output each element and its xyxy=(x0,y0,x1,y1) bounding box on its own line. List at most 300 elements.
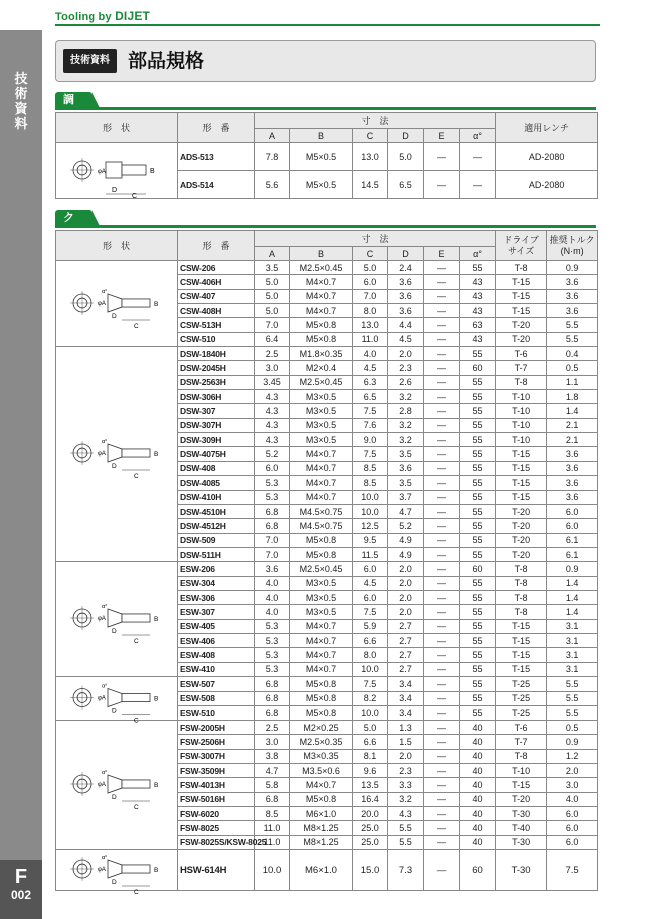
table-cell: 1.4 xyxy=(547,590,598,604)
table-cell: — xyxy=(424,347,460,361)
table-cell: 60 xyxy=(460,361,496,375)
table-cell: M3×0.35 xyxy=(290,749,353,763)
table-cell: M8×1.25 xyxy=(290,821,353,835)
table-cell: 7.5 xyxy=(353,676,388,691)
model-cell: CSW-513H xyxy=(178,318,255,332)
model-cell: FSW-2005H xyxy=(178,721,255,735)
svg-text:α°: α° xyxy=(101,770,107,777)
screw-diagram xyxy=(58,144,176,200)
table-cell: M4×0.7 xyxy=(290,778,353,792)
table-cell: — xyxy=(424,676,460,691)
table-cell: 5.0 xyxy=(353,261,388,275)
table-cell: 0.9 xyxy=(547,735,598,749)
table-cell: 55 xyxy=(460,576,496,590)
table-cell: T-10 xyxy=(496,390,547,404)
top-rule xyxy=(55,24,600,26)
table-cell: 6.0 xyxy=(547,821,598,835)
table-cell: 5.5 xyxy=(388,821,424,835)
svg-text:φA: φA xyxy=(97,695,106,702)
table-cell: T-8 xyxy=(496,749,547,763)
table-cell: 13.0 xyxy=(353,143,388,171)
table-cell: 6.0 xyxy=(353,590,388,604)
svg-text:α°: α° xyxy=(101,439,107,446)
svg-text:α°: α° xyxy=(101,855,107,862)
table-cell: 2.0 xyxy=(388,576,424,590)
section-letter: F xyxy=(14,866,28,888)
table-cell: 6.8 xyxy=(255,691,290,706)
table-cell: 5.3 xyxy=(255,633,290,647)
table-cell: T-7 xyxy=(496,361,547,375)
table-cell: 0.9 xyxy=(547,562,598,576)
table-cell: T-30 xyxy=(496,850,547,891)
table-cell: 6.8 xyxy=(255,792,290,806)
table-cell: M5×0.5 xyxy=(290,171,353,199)
table-cell: M4×0.7 xyxy=(290,476,353,490)
table-cell: T-25 xyxy=(496,706,547,721)
model-cell: DSW-509 xyxy=(178,533,255,547)
svg-text:D: D xyxy=(111,312,117,320)
table-cell: 3.1 xyxy=(547,662,598,676)
table-cell: M5×0.8 xyxy=(290,676,353,691)
table-cell: 2.5 xyxy=(255,721,290,735)
section-title: ク xyxy=(55,210,92,226)
table-cell: 4.9 xyxy=(388,533,424,547)
table-cell: 5.3 xyxy=(255,619,290,633)
model-cell: DSW-4510H xyxy=(178,504,255,518)
table-cell: 4.3 xyxy=(255,418,290,432)
table-cell: 8.0 xyxy=(353,304,388,318)
table-row xyxy=(56,347,598,361)
table-cell: 2.0 xyxy=(388,562,424,576)
table-cell: 55 xyxy=(460,605,496,619)
table-cell: 2.6 xyxy=(388,375,424,389)
table-cell: T-15 xyxy=(496,633,547,647)
table-cell: 40 xyxy=(460,792,496,806)
table-cell: 6.0 xyxy=(547,519,598,533)
model-cell: FSW-8025S/KSW-8025 xyxy=(178,835,255,849)
table-cell: 3.6 xyxy=(255,562,290,576)
table-cell: 5.9 xyxy=(353,619,388,633)
table-cell: M4×0.7 xyxy=(290,633,353,647)
col-dim-3: D xyxy=(388,129,424,143)
table-cell: 3.1 xyxy=(547,633,598,647)
table-cell: 7.0 xyxy=(255,547,290,561)
table-cell: 6.5 xyxy=(388,171,424,199)
table-cell: 2.0 xyxy=(388,590,424,604)
table-cell: 40 xyxy=(460,778,496,792)
table-cell: M3×0.5 xyxy=(290,576,353,590)
table-cell: 6.3 xyxy=(353,375,388,389)
table-cell: 8.0 xyxy=(353,648,388,662)
table-cell: — xyxy=(424,835,460,849)
table-cell: — xyxy=(424,332,460,346)
table-cell: 9.0 xyxy=(353,433,388,447)
table-cell: M3.5×0.6 xyxy=(290,764,353,778)
col-dim-2: C xyxy=(353,247,388,261)
table-cell: — xyxy=(424,318,460,332)
svg-text:φA: φA xyxy=(97,782,106,789)
table-cell: 10.0 xyxy=(353,662,388,676)
model-cell: FSW-4013H xyxy=(178,778,255,792)
table-cell: — xyxy=(424,171,460,199)
table-cell: 6.0 xyxy=(547,835,598,849)
table-cell: M4.5×0.75 xyxy=(290,504,353,518)
table-cell: 5.0 xyxy=(255,289,290,303)
table-cell: — xyxy=(424,361,460,375)
shape-diagram-cell xyxy=(56,562,178,677)
model-cell: CSW-510 xyxy=(178,332,255,346)
table-cell: 4.9 xyxy=(388,547,424,561)
wrench-cell: AD-2080 xyxy=(496,143,598,171)
table-cell: T-15 xyxy=(496,476,547,490)
shape-diagram-cell xyxy=(56,676,178,725)
table-cell: M5×0.8 xyxy=(290,332,353,346)
table-cell: M2.5×0.45 xyxy=(290,562,353,576)
table-cell: 43 xyxy=(460,289,496,303)
table-cell: 2.7 xyxy=(388,633,424,647)
screw-diagram xyxy=(58,850,176,897)
table-cell: T-20 xyxy=(496,504,547,518)
table-cell: — xyxy=(424,533,460,547)
table-cell: 5.5 xyxy=(547,332,598,346)
table-cell: 6.0 xyxy=(353,562,388,576)
section-rule xyxy=(55,107,596,110)
table-cell: M5×0.8 xyxy=(290,318,353,332)
model-cell: FSW-6020 xyxy=(178,807,255,821)
table-cell: 3.4 xyxy=(388,676,424,691)
col-torque: 推奨トルク (N·m) xyxy=(547,231,598,261)
table-cell: 7.5 xyxy=(353,447,388,461)
table-cell: M2×0.4 xyxy=(290,361,353,375)
svg-text:φA: φA xyxy=(97,616,106,623)
table-cell: T-20 xyxy=(496,792,547,806)
table-cell: — xyxy=(424,590,460,604)
table-cell: 4.3 xyxy=(388,807,424,821)
table-cell: 20.0 xyxy=(353,807,388,821)
svg-text:φA: φA xyxy=(97,451,106,458)
wrench-cell: AD-2080 xyxy=(496,171,598,199)
table-cell: 0.9 xyxy=(547,261,598,275)
table-cell: — xyxy=(424,404,460,418)
table-cell: — xyxy=(424,461,460,475)
table-cell: 3.6 xyxy=(388,304,424,318)
screw-diagram xyxy=(58,413,176,493)
table-cell: 55 xyxy=(460,676,496,691)
table-cell: 1.2 xyxy=(547,749,598,763)
table-cell: 55 xyxy=(460,447,496,461)
table-cell: 0.5 xyxy=(547,721,598,735)
svg-text:B: B xyxy=(149,167,155,175)
table-cell: 3.6 xyxy=(547,476,598,490)
table-cell: 55 xyxy=(460,261,496,275)
table-cell: M4×0.7 xyxy=(290,289,353,303)
table-cell: 55 xyxy=(460,519,496,533)
table-cell: 3.3 xyxy=(388,778,424,792)
table-cell: 5.0 xyxy=(353,721,388,735)
table-cell: T-8 xyxy=(496,562,547,576)
table-cell: T-10 xyxy=(496,404,547,418)
table-cell: — xyxy=(424,850,460,891)
table-cell: M3×0.5 xyxy=(290,433,353,447)
table-cell: — xyxy=(424,304,460,318)
model-cell: ESW-307 xyxy=(178,605,255,619)
col-dim-1: B xyxy=(290,129,353,143)
col-dim-3: D xyxy=(388,247,424,261)
col-drive: ドライブ サイズ xyxy=(496,231,547,261)
table-cell: — xyxy=(424,504,460,518)
table-cell: 5.3 xyxy=(255,490,290,504)
svg-text:D: D xyxy=(111,463,117,471)
col-shape: 形 状 xyxy=(56,113,178,143)
shape-diagram-cell xyxy=(56,347,178,562)
table-cell: 55 xyxy=(460,504,496,518)
table-cell: — xyxy=(424,749,460,763)
table-cell: 55 xyxy=(460,461,496,475)
table-cell: 5.0 xyxy=(255,275,290,289)
table-cell: 4.5 xyxy=(388,332,424,346)
table-cell: 5.5 xyxy=(547,706,598,721)
table-cell: T-15 xyxy=(496,447,547,461)
table-cell: 5.6 xyxy=(255,171,290,199)
table-cell: 4.4 xyxy=(388,318,424,332)
table-cell: — xyxy=(424,619,460,633)
table-cell: 3.6 xyxy=(388,461,424,475)
table-cell: 1.4 xyxy=(547,404,598,418)
table-cell: T-10 xyxy=(496,433,547,447)
shape-diagram-cell xyxy=(56,261,178,347)
table-cell: 3.6 xyxy=(547,447,598,461)
svg-text:D: D xyxy=(111,628,117,636)
table-cell: 3.45 xyxy=(255,375,290,389)
model-cell: DSW-511H xyxy=(178,547,255,561)
table-cell: 4.0 xyxy=(255,605,290,619)
table-cell: 7.0 xyxy=(255,318,290,332)
table-cell: 3.5 xyxy=(388,476,424,490)
table-cell: — xyxy=(424,261,460,275)
model-cell: DSW-4085 xyxy=(178,476,255,490)
svg-text:C: C xyxy=(133,322,139,330)
table-cell: 55 xyxy=(460,404,496,418)
table-cell: 10.0 xyxy=(353,706,388,721)
screw-diagram xyxy=(58,578,176,658)
table-cell: 5.3 xyxy=(255,662,290,676)
model-cell: DSW-309H xyxy=(178,433,255,447)
model-cell: DSW-306H xyxy=(178,390,255,404)
table-cell: — xyxy=(424,476,460,490)
table-row xyxy=(56,850,598,891)
screw-diagram xyxy=(58,677,176,725)
svg-text:B: B xyxy=(153,695,158,703)
svg-text:C: C xyxy=(133,473,139,481)
table-cell: 11.0 xyxy=(353,332,388,346)
model-cell: DSW-307 xyxy=(178,404,255,418)
model-cell: FSW-3007H xyxy=(178,749,255,763)
table-cell: 1.3 xyxy=(388,721,424,735)
table-cell: T-8 xyxy=(496,375,547,389)
table-cell: M4×0.7 xyxy=(290,490,353,504)
table-cell: M4.5×0.75 xyxy=(290,519,353,533)
table-cell: 9.6 xyxy=(353,764,388,778)
model-cell: FSW-8025 xyxy=(178,821,255,835)
table-cell: 10.0 xyxy=(353,490,388,504)
table-cell: 11.0 xyxy=(255,835,290,849)
table-cell: M6×1.0 xyxy=(290,807,353,821)
table-cell: 55 xyxy=(460,633,496,647)
table-cell: — xyxy=(424,447,460,461)
table-cell: 2.8 xyxy=(388,404,424,418)
table-cell: 25.0 xyxy=(353,821,388,835)
table-cell: 4.0 xyxy=(547,792,598,806)
svg-text:C: C xyxy=(133,804,139,812)
table-cell: — xyxy=(424,375,460,389)
col-dim-5: α° xyxy=(460,129,496,143)
table-cell: T-40 xyxy=(496,821,547,835)
svg-text:D: D xyxy=(111,186,117,194)
table-cell: 2.7 xyxy=(388,619,424,633)
brand-logo: Tooling by DIJET xyxy=(55,9,151,23)
model-cell: ESW-406 xyxy=(178,633,255,647)
table-cell: 8.5 xyxy=(353,476,388,490)
col-model: 形 番 xyxy=(178,113,255,143)
table-cell: M4×0.7 xyxy=(290,662,353,676)
table-cell: T-15 xyxy=(496,490,547,504)
table-cell: — xyxy=(460,171,496,199)
table-cell: — xyxy=(424,706,460,721)
table-cell: 55 xyxy=(460,691,496,706)
model-cell: ADS-513 xyxy=(178,143,255,171)
table-cell: 3.6 xyxy=(547,275,598,289)
table-cell: 2.3 xyxy=(388,764,424,778)
table-cell: 40 xyxy=(460,749,496,763)
table-cell: 40 xyxy=(460,835,496,849)
svg-text:φA: φA xyxy=(97,168,106,175)
table-cell: 6.0 xyxy=(547,807,598,821)
table-row xyxy=(56,562,598,576)
table-cell: — xyxy=(424,662,460,676)
table-cell: 3.6 xyxy=(547,490,598,504)
table-cell: 12.5 xyxy=(353,519,388,533)
table-cell: 7.3 xyxy=(388,850,424,891)
table-cell: 2.7 xyxy=(388,662,424,676)
table-cell: 55 xyxy=(460,375,496,389)
table-cell: 63 xyxy=(460,318,496,332)
table-cell: 1.4 xyxy=(547,605,598,619)
sidebar-label: 技術資料 xyxy=(14,72,28,132)
table-cell: — xyxy=(424,576,460,590)
table-cell: 5.5 xyxy=(547,318,598,332)
table-cell: 43 xyxy=(460,304,496,318)
table-cell: — xyxy=(424,547,460,561)
table-cell: 55 xyxy=(460,490,496,504)
svg-text:D: D xyxy=(111,794,117,802)
table-cell: M1.8×0.35 xyxy=(290,347,353,361)
header-tag: 技術資料 xyxy=(63,49,117,73)
table-cell: 3.1 xyxy=(547,619,598,633)
model-cell: CSW-408H xyxy=(178,304,255,318)
clamp-screw-table xyxy=(55,230,598,897)
table-cell: 2.1 xyxy=(547,418,598,432)
table-cell: 8.2 xyxy=(353,691,388,706)
table-cell: 2.5 xyxy=(255,347,290,361)
table-cell: 2.7 xyxy=(388,648,424,662)
svg-text:D: D xyxy=(111,879,117,887)
table-cell: 55 xyxy=(460,590,496,604)
table-cell: T-15 xyxy=(496,461,547,475)
table-cell: M5×0.8 xyxy=(290,691,353,706)
col-dims: 寸 法 xyxy=(255,113,496,129)
model-cell: FSW-2506H xyxy=(178,735,255,749)
table-cell: 3.5 xyxy=(255,261,290,275)
table-cell: — xyxy=(424,390,460,404)
table-cell: 5.3 xyxy=(255,648,290,662)
model-cell: CSW-206 xyxy=(178,261,255,275)
table-cell: 16.4 xyxy=(353,792,388,806)
table-cell: 10.0 xyxy=(353,504,388,518)
table-cell: — xyxy=(424,691,460,706)
table-cell: — xyxy=(424,562,460,576)
table-cell: — xyxy=(424,821,460,835)
table-cell: 4.3 xyxy=(255,390,290,404)
table-cell: 13.0 xyxy=(353,318,388,332)
table-cell: — xyxy=(424,418,460,432)
table-cell: 6.0 xyxy=(353,275,388,289)
model-cell: HSW-614H xyxy=(178,850,255,891)
table-cell: 4.7 xyxy=(255,764,290,778)
table-cell: 3.5 xyxy=(388,447,424,461)
table-cell: T-25 xyxy=(496,676,547,691)
table-cell: T-20 xyxy=(496,547,547,561)
table-cell: 3.6 xyxy=(547,289,598,303)
table-cell: T-15 xyxy=(496,275,547,289)
svg-text:B: B xyxy=(153,451,158,459)
col-dim-0: A xyxy=(255,247,290,261)
table-cell: — xyxy=(424,490,460,504)
table-cell: 5.3 xyxy=(255,476,290,490)
table-cell: 6.4 xyxy=(255,332,290,346)
col-dim-2: C xyxy=(353,129,388,143)
table-cell: — xyxy=(460,143,496,171)
table-cell: 5.8 xyxy=(255,778,290,792)
table-cell: 6.8 xyxy=(255,676,290,691)
svg-text:B: B xyxy=(153,867,158,875)
col-dim-1: B xyxy=(290,247,353,261)
model-cell: ESW-507 xyxy=(178,676,255,691)
model-cell: DSW-2045H xyxy=(178,361,255,375)
top-bar xyxy=(0,0,650,30)
screw-diagram xyxy=(58,744,176,824)
table-cell: 3.6 xyxy=(547,304,598,318)
table-cell: 3.4 xyxy=(388,691,424,706)
col-shape: 形 状 xyxy=(56,231,178,261)
table-cell: 6.0 xyxy=(255,461,290,475)
table-cell: — xyxy=(424,721,460,735)
table-cell: 3.7 xyxy=(388,490,424,504)
col-dims: 寸 法 xyxy=(255,231,496,247)
section-title: 調 xyxy=(55,92,92,108)
col-model: 形 番 xyxy=(178,231,255,261)
table-cell: M3×0.5 xyxy=(290,390,353,404)
table-row xyxy=(56,261,598,275)
table-cell: 6.0 xyxy=(547,504,598,518)
table-cell: 5.2 xyxy=(255,447,290,461)
table-cell: T-20 xyxy=(496,332,547,346)
table-cell: — xyxy=(424,605,460,619)
model-cell: FSW-3509H xyxy=(178,764,255,778)
model-cell: ESW-410 xyxy=(178,662,255,676)
table-cell: M5×0.8 xyxy=(290,706,353,721)
page-header xyxy=(55,40,596,82)
table-cell: M4×0.7 xyxy=(290,619,353,633)
